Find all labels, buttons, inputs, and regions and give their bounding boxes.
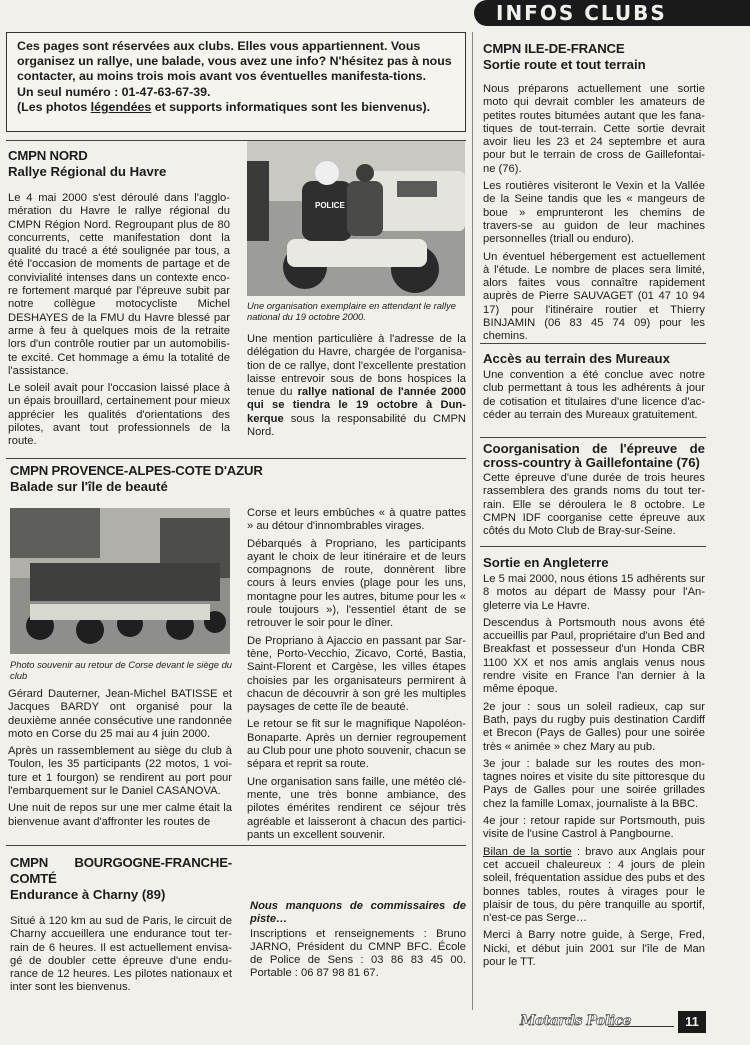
column-divider	[472, 32, 473, 1010]
divider	[480, 546, 706, 547]
bfc-paragraph: Inscriptions et renseignements : Bruno JARNO, Président du CMNP BFC. École de Police de Sens : 03 86 83 45 00. Portable : 06 87 98 81 67.	[250, 927, 466, 980]
nord-paragraph: Le 4 mai 2000 s'est déroulé dans l'agglo-mération du Havre le rallye régional du CMPN Région Nord. Regroupant plus de 80 concurrents, cette manifestation dont la qualité du tracé a été soulignée par tous, a été l'occasion de moments de partage et de convivialité intenses dans un contexte enco-re fortement marqué par l'épreuve subit par notre collègue motocycliste Michel DESHAYES de la FMU du Havre blessé par arme à feu à quelques mois de la retraite lors d'un contrôle routier par un automobilis-te excité. Cet hommage a ému la totalité de l'assistance.	[8, 192, 230, 377]
nord-article-right	[247, 333, 466, 443]
bfc-subtitle: Endurance à Charny (89)	[10, 887, 166, 902]
idf-mureaux-title: Accès au terrain des Mureaux	[483, 351, 670, 366]
intro-text: Ces pages sont réservées aux clubs. Elles vous appartiennent. Vous organisez un rallye, une balade, vous avez une info? N'hésitez pas à nous contacter, au moins trois mois avant vos éventuelles manifesta-tions.	[17, 39, 452, 84]
intro-phone: Un seul numéro : 01-47-63-67-39.	[17, 84, 211, 99]
magazine-logo: Motards Police	[520, 1013, 631, 1029]
police-label: POLICE	[315, 201, 345, 210]
footer-rule	[608, 1026, 674, 1027]
bfc-article-right	[250, 900, 466, 985]
idf-england	[483, 555, 705, 973]
nord-police-photo	[247, 141, 465, 296]
nord-paragraph: Le soleil avait pour l'occasion laissé place à un épais brouillard, certainement pour mieux apprécier les qualités d'orientations des pilotes, avant tout professionnels de la route.	[8, 382, 230, 448]
idf-paragraph: Bilan de la sortie : bravo aux Anglais pour cet accueil chaleureux : 4 jours de plein soleil, fréquentation assidue des pubs et des bonnes tables, routes à virages pour le plaisir de tous, du père tranquille au sportif, n'est-ce pas Serge…	[483, 845, 705, 925]
idf-england-title: Sortie en Angleterre	[483, 555, 609, 570]
paca-paragraph: Le retour se fit sur le magnifique Napoléon-Bonaparte. Après un dernier regroupement au Club pour une photo souvenir, chacun se sépara et reprit sa route.	[247, 718, 466, 771]
paca-subtitle: Balade sur l'île de beauté	[10, 479, 168, 494]
bfc-paragraph: Situé à 120 km au sud de Paris, le circuit de Charny accueillera une endurance tout ter-rain de 6 heures. Il est actuellement envisa-gé de doubler cette épreuve d'une endu-rance de 12 heures. Les pilotes nationaux et inter sont les bienvenus.	[10, 915, 232, 994]
nord-paragraph: Une mention particulière à l'adresse de la délégation du Havre, chargée de l'organisa-tion de ce rallye, dont l'excellente prestation laisse entrevoir sous de bons hospices la tenue du rallye national de l'année 2000 qui se tiendra le 19 octobre à Dun-kerque sous la responsabilité du CMPN Nord.	[247, 333, 466, 439]
idf-paragraph: Une convention a été conclue avec notre club permettant à tous les adhérents à jour de cotisation et titulaires d'une licence d'ac-céder au terrain des Mureaux gratuitement.	[483, 369, 705, 421]
bfc-article-left	[10, 855, 232, 999]
idf-paragraph: Nous préparons actuellement une sortie moto qui devrait combler les amateurs de petites routes bitumées autant que les fana-tiques de tout-terrain. Cette sortie devrait avoir lieu les 23 et 24 septembre et aura pour but le terrain de cross de Gaillefontai-ne (76).	[483, 83, 705, 175]
idf-mureaux	[483, 351, 705, 426]
paca-heading	[10, 463, 465, 495]
intro-box	[6, 32, 466, 132]
idf-paragraph: Le 5 mai 2000, nous étions 15 adhérents sur 8 motos au départ de Massy pour l'An-gleterre via Le Havre.	[483, 573, 705, 612]
paca-photo-caption: Photo souvenir au retour de Corse devant le siège du club	[10, 659, 233, 681]
idf-gaillefontaine-title: Coorganisation de l'épreuve de cross-country à Gaillefontaine (76)	[483, 441, 705, 470]
paca-paragraph: De Propriano à Ajaccio en passant par Sar-tène, Porto-Vecchio, Zicavo, Corté, Bastia, Saint-Florent et Cargèse, les villes étapes choisies par les organisateurs permirent à chacun de découvrir à son gré les multiples paysages de cette île de beauté.	[247, 634, 466, 714]
idf-subtitle: Sortie route et tout terrain	[483, 57, 646, 72]
paca-group-photo	[10, 508, 230, 654]
nord-subtitle: Rallye Régional du Havre	[8, 164, 167, 179]
bfc-note-title: Nous manquons de commissaires de piste…	[250, 900, 466, 926]
paca-paragraph: Débarqués à Propriano, les participants ayant le choix de leur itinéraire et de leurs compagnons de route, donnèrent libre cours à leurs envies (plage pour les uns, montagne pour les autres, bitume pour les « roule toujours »), l'essentiel étant de se retrouver le soir pour le dîner.	[247, 537, 466, 630]
idf-paragraph: Merci à Barry notre guide, à Serge, Fred, Nicki, et début juin 2001 sur l'île de Man pour le TT.	[483, 929, 705, 969]
nord-photo-caption: Une organisation exemplaire en attendant le rallye national du 19 octobre 2000.	[247, 300, 456, 322]
section-header	[474, 0, 750, 26]
paca-article-right	[247, 507, 466, 846]
idf-paragraph: Cette épreuve d'une durée de trois heures rassemblera des grands noms du tout ter-rain. Elle se déroulera le 8 octobre. Le CMPN IDF coorganise cette épreuve aux côtés du Moto Club de Bray-sur-Seine.	[483, 472, 705, 538]
paca-title: CMPN PROVENCE-ALPES-COTE D'AZUR	[10, 463, 263, 478]
paca-paragraph: Après un rassemblement au siège du club à Toulon, les 35 participants (22 motos, 1 voi-ture et 1 fourgon) se rendirent au port pour l'embarquement sur le Daniel CASANOVA.	[8, 745, 232, 798]
divider	[6, 458, 466, 459]
section-header-label: INFOS CLUBS	[496, 1, 667, 25]
intro-photos-note: (Les photos légendées et supports informatiques sont les bienvenus).	[17, 99, 431, 114]
divider	[480, 437, 706, 438]
idf-gaillefontaine	[483, 442, 705, 542]
paca-paragraph: Une nuit de repos sur une mer calme était la bienvenue avant d'affronter les routes de	[8, 802, 232, 828]
nord-title: CMPN NORD	[8, 148, 88, 163]
paca-paragraph: Une organisation sans faille, une météo clé-mente, une très bonne ambiance, des pilotes émérites rendirent ce séjour très agréable et laisseront à chacun des partici-pants un excellent souvenir.	[247, 775, 466, 841]
idf-paragraph: Un éventuel hébergement est actuellement à l'étude. Le nombre de places sera limité, alors faites vous connaître rapidement auprès de Pierre SAUVAGET (01 47 10 94 17) pour l'itinéraire routier et Thierry BINJAMIN (06 83 45 74 09) pour les chemins.	[483, 250, 705, 343]
paca-paragraph: Corse et leurs embûches « à quatre pattes » au détour d'innombrables virages.	[247, 507, 466, 533]
idf-paragraph: 2e jour : sous un soleil radieux, cap sur Bath, pays du rugby puis destination Cardiff et Brecon (Pays de Galles) pour une soirée très « animée » chez Mary au pub.	[483, 700, 705, 753]
idf-paragraph: Descendus à Portsmouth nous avons été accueillis par Paul, propriétaire d'un Bed and Breakfast et possesseur d'un Honda CBR 1100 XX et nos amis anglais venus nous rendre visite en France l'an dernier à la même époque.	[483, 616, 705, 696]
paca-paragraph: Gérard Dauterner, Jean-Michel BATISSE et Jacques BARDY ont organisé pour la deuxième année consécutive une randonnée moto en Corse du 25 mai au 4 juin 2000.	[8, 688, 232, 740]
idf-article	[483, 41, 705, 348]
idf-paragraph: 3e jour : balade sur les routes des mon-tagnes noires et visite du site pittoresque du Pays de Galles pour une soirée grillades chez la famille Lomax, journaliste à la BBC.	[483, 757, 705, 810]
idf-paragraph: 4e jour : retour rapide sur Portsmouth, puis visite de l'usine Castrol à Pangbourne.	[483, 815, 705, 841]
page-number: 11	[678, 1011, 706, 1033]
idf-title: CMPN ILE-DE-FRANCE	[483, 41, 625, 56]
nord-article-left	[8, 148, 230, 453]
paca-article-left	[8, 688, 232, 833]
bfc-title: CMPN BOURGOGNE-FRANCHE-COMTÉ	[10, 855, 232, 886]
idf-paragraph: Les routières visiteront le Vexin et la Vallée de la Seine tandis que les « mangeurs de boue » emprunteront les chemins de travers-se au guidon de leur machines personnelles (triall ou enduro).	[483, 180, 705, 246]
